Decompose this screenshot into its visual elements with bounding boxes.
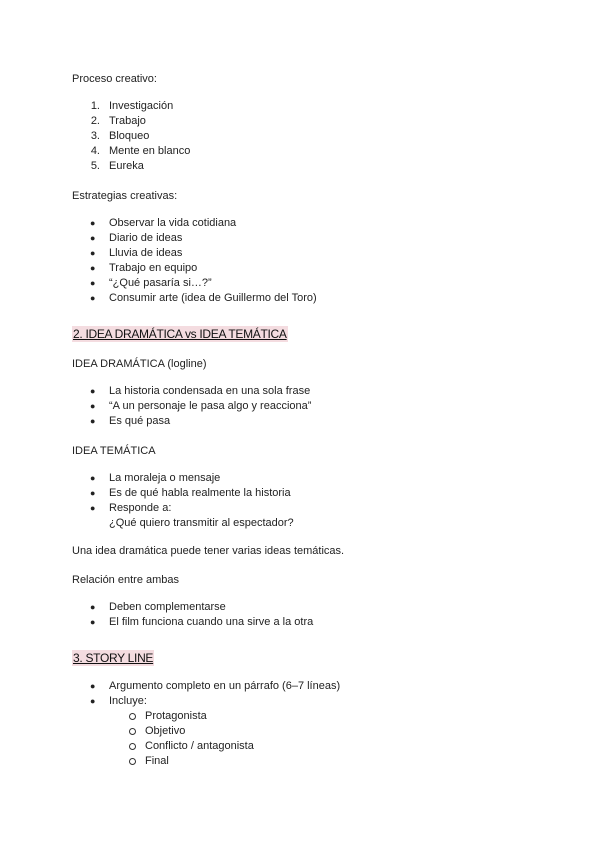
list-number: 1.: [90, 100, 100, 112]
list-item: Mente en blanco: [109, 145, 191, 157]
section-heading: 3. STORY LINE: [73, 651, 154, 665]
list-number: 5.: [90, 160, 100, 172]
list-item: Es qué pasa: [109, 415, 171, 427]
list-number: 2.: [90, 115, 100, 127]
list-item: “¿Qué pasaría si…?”: [109, 277, 212, 289]
list-item-continuation: ¿Qué quiero transmitir al espectador?: [109, 517, 294, 529]
list-item: La moraleja o mensaje: [109, 472, 221, 484]
list-item: Trabajo en equipo: [109, 262, 198, 274]
bullet-icon: ●: [90, 293, 96, 303]
paragraph: Una idea dramática puede tener varias ideas temáticas.: [72, 545, 345, 557]
bullet-icon: ●: [90, 233, 96, 243]
section-heading: 2. IDEA DRAMÁTICA vs IDEA TEMÁTICA: [73, 327, 287, 341]
list-item: Eureka: [109, 160, 144, 172]
bullet-icon: ●: [90, 218, 96, 228]
bullet-icon: ●: [90, 503, 96, 513]
tematica-title: IDEA TEMÁTICA: [72, 445, 156, 457]
list-item: Diario de ideas: [109, 232, 183, 244]
proceso-title: Proceso creativo:: [72, 73, 157, 85]
bullet-icon: ●: [90, 488, 96, 498]
list-item: “A un personaje le pasa algo y reacciona”: [109, 400, 312, 412]
bullet-icon: ●: [90, 263, 96, 273]
circle-bullet-icon: [129, 713, 136, 720]
bullet-icon: ●: [90, 416, 96, 426]
dramatica-title: IDEA DRAMÁTICA (logline): [72, 358, 207, 370]
bullet-icon: ●: [90, 617, 96, 627]
list-item: Deben complementarse: [109, 601, 226, 613]
list-item: La historia condensada en una sola frase: [109, 385, 311, 397]
list-item: Bloqueo: [109, 130, 150, 142]
sublist-item: Protagonista: [145, 710, 207, 722]
list-item: Consumir arte (idea de Guillermo del Toro): [109, 292, 317, 304]
list-item: Trabajo: [109, 115, 146, 127]
bullet-icon: ●: [90, 248, 96, 258]
list-number: 4.: [90, 145, 100, 157]
bullet-icon: ●: [90, 386, 96, 396]
list-item: Lluvia de ideas: [109, 247, 183, 259]
estrategias-title: Estrategias creativas:: [72, 190, 178, 202]
bullet-icon: ●: [90, 473, 96, 483]
sublist-item: Conflicto / antagonista: [145, 740, 254, 752]
list-item: Responde a:: [109, 502, 172, 514]
bullet-icon: ●: [90, 681, 96, 691]
bullet-icon: ●: [90, 278, 96, 288]
sublist-item: Final: [145, 755, 169, 767]
relacion-title: Relación entre ambas: [72, 574, 180, 586]
circle-bullet-icon: [129, 728, 136, 735]
bullet-icon: ●: [90, 401, 96, 411]
list-item: Incluye:: [109, 695, 147, 707]
list-item: Es de qué habla realmente la historia: [109, 487, 291, 499]
list-item: El film funciona cuando una sirve a la otra: [109, 616, 314, 628]
bullet-icon: ●: [90, 696, 96, 706]
circle-bullet-icon: [129, 758, 136, 765]
list-item: Investigación: [109, 100, 174, 112]
sublist-item: Objetivo: [145, 725, 186, 737]
list-item: Argumento completo en un párrafo (6–7 líneas): [109, 680, 341, 692]
list-number: 3.: [90, 130, 100, 142]
bullet-icon: ●: [90, 602, 96, 612]
circle-bullet-icon: [129, 743, 136, 750]
list-item: Observar la vida cotidiana: [109, 217, 237, 229]
